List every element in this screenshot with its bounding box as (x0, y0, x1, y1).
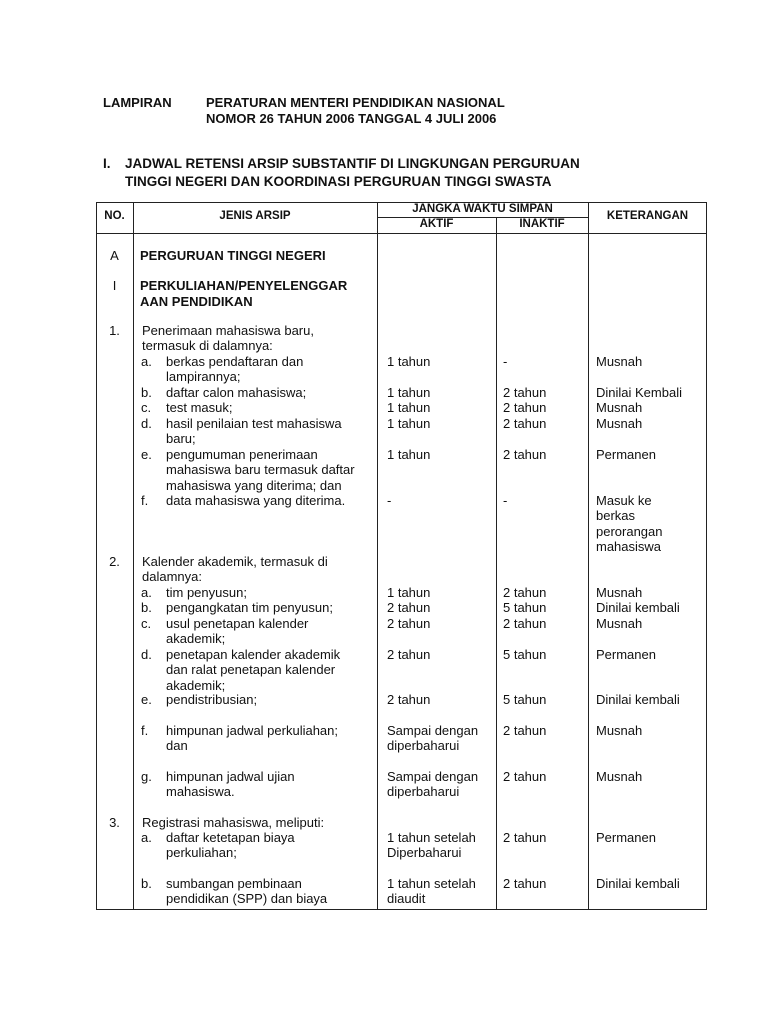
jenis-arsip-text: akademik; (166, 631, 226, 647)
jenis-arsip-text: daftar calon mahasiswa; (166, 385, 307, 400)
header-aktif: AKTIF (419, 218, 454, 230)
col-divider-no (133, 202, 134, 910)
inaktif-value: 2 tahun (503, 385, 547, 400)
jenis-arsip-text: daftar ketetapan biaya (166, 830, 295, 845)
header-bottom-divider (96, 233, 707, 234)
inaktif-value: 5 tahun (503, 647, 547, 662)
jenis-arsip-text: dan (166, 738, 188, 754)
aktif-value: 2 tahun (387, 692, 431, 707)
col-divider-jenis (377, 202, 378, 910)
section-number: I. (103, 156, 111, 171)
aktif-value: Diperbaharui (387, 845, 462, 861)
col-divider-aktif (496, 217, 497, 910)
item-letter: a. (141, 585, 152, 600)
table-border-right (706, 202, 707, 910)
aktif-value: 1 tahun setelah (387, 876, 476, 891)
retention-table (96, 202, 707, 910)
regulation-number-date: NOMOR 26 TAHUN 2006 TANGGAL 4 JULI 2006 (206, 111, 497, 126)
table-border-bottom (96, 909, 707, 910)
section-title-line1: JADWAL RETENSI ARSIP SUBSTANTIF DI LINGKUNGAN PERGURUAN (125, 156, 580, 171)
jenis-arsip-text: perkuliahan; (166, 845, 237, 861)
jenis-arsip-text: PERKULIAHAN/PENYELENGGAR (140, 278, 348, 293)
jenis-arsip-text: baru; (166, 431, 196, 447)
jenis-arsip-text: mahasiswa yang diterima; dan (166, 477, 342, 493)
item-letter: f. (141, 723, 149, 738)
header-keterangan: KETERANGAN (606, 210, 689, 222)
jenis-arsip-text: pendidikan (SPP) dan biaya (166, 891, 328, 907)
aktif-value: diperbaharui (387, 784, 460, 800)
jenis-arsip-text: data mahasiswa yang diterima. (166, 493, 346, 508)
item-letter: c. (141, 400, 152, 415)
keterangan-value: mahasiswa (596, 539, 662, 555)
jenis-arsip-text: tim penyusun; (166, 585, 247, 600)
jenis-arsip-text: Kalender akademik, termasuk di (142, 554, 328, 569)
aktif-value: 2 tahun (387, 600, 431, 615)
keterangan-value: perorangan (596, 523, 663, 539)
item-letter: f. (141, 493, 149, 508)
aktif-value: 2 tahun (387, 647, 431, 662)
item-letter: a. (141, 354, 152, 369)
jenis-arsip-text: sumbangan pembinaan (166, 876, 302, 891)
row-number: A (110, 248, 119, 263)
jenis-arsip-text: pengangkatan tim penyusun; (166, 600, 333, 615)
inaktif-value: 2 tahun (503, 723, 547, 738)
item-letter: b. (141, 876, 152, 891)
jenis-arsip-text: AAN PENDIDIKAN (140, 294, 253, 309)
header-no: NO. (104, 210, 125, 222)
item-letter: g. (141, 769, 152, 784)
item-letter: b. (141, 385, 152, 400)
row-number: I (112, 278, 117, 293)
keterangan-value: Musnah (596, 769, 643, 784)
keterangan-value: Musnah (596, 585, 643, 600)
aktif-value: 1 tahun (387, 416, 431, 431)
inaktif-value: 5 tahun (503, 600, 547, 615)
jenis-arsip-text: pendistribusian; (166, 692, 258, 707)
jenis-arsip-text: test masuk; (166, 400, 233, 415)
keterangan-value: Musnah (596, 416, 643, 431)
jenis-arsip-text: akademik; (166, 677, 226, 693)
inaktif-value: 5 tahun (503, 692, 547, 707)
header-jenis-arsip: JENIS ARSIP (219, 210, 291, 222)
aktif-value: - (387, 493, 392, 508)
jenis-arsip-text: himpunan jadwal ujian (166, 769, 295, 784)
item-letter: d. (141, 647, 152, 662)
aktif-value: Sampai dengan (387, 769, 479, 784)
inaktif-value: 2 tahun (503, 616, 547, 631)
keterangan-value: Musnah (596, 616, 643, 631)
jenis-arsip-text: lampirannya; (166, 369, 241, 385)
jenis-arsip-text: termasuk di dalamnya: (142, 338, 273, 354)
item-letter: a. (141, 830, 152, 845)
jenis-arsip-text: mahasiswa baru termasuk daftar (166, 462, 355, 478)
keterangan-value: berkas (596, 508, 636, 524)
jenis-arsip-text: pengumuman penerimaan (166, 447, 318, 462)
section-title-line2: TINGGI NEGERI DAN KOORDINASI PERGURUAN TINGGI SWASTA (125, 174, 552, 189)
keterangan-value: Musnah (596, 400, 643, 415)
jenis-arsip-text: PERGURUAN TINGGI NEGERI (140, 248, 326, 263)
inaktif-value: 2 tahun (503, 830, 547, 845)
aktif-value: 1 tahun (387, 400, 431, 415)
inaktif-value: 2 tahun (503, 769, 547, 784)
jenis-arsip-text: berkas pendaftaran dan (166, 354, 304, 369)
inaktif-value: 2 tahun (503, 400, 547, 415)
lampiran-label: LAMPIRAN (103, 95, 172, 110)
keterangan-value: Dinilai kembali (596, 600, 680, 615)
jenis-arsip-text: himpunan jadwal perkuliahan; (166, 723, 339, 738)
inaktif-value: 2 tahun (503, 585, 547, 600)
item-letter: e. (141, 692, 152, 707)
keterangan-value: Dinilai kembali (596, 876, 680, 891)
keterangan-value: Dinilai Kembali (596, 385, 682, 400)
keterangan-value: Masuk ke (596, 493, 652, 508)
row-number: 3. (109, 815, 120, 830)
aktif-value: diperbaharui (387, 738, 460, 754)
jenis-arsip-text: dan ralat penetapan kalender (166, 662, 336, 678)
item-letter: c. (141, 616, 152, 631)
jenis-arsip-text: penetapan kalender akademik (166, 647, 341, 662)
keterangan-value: Permanen (596, 647, 656, 662)
jenis-arsip-text: Registrasi mahasiswa, meliputi: (142, 815, 325, 830)
item-letter: d. (141, 416, 152, 431)
aktif-value: 1 tahun (387, 447, 431, 462)
header-inaktif: INAKTIF (519, 218, 565, 230)
inaktif-value: - (503, 354, 508, 369)
row-number: 1. (109, 323, 120, 338)
aktif-value: Sampai dengan (387, 723, 479, 738)
header-jangka-waktu: JANGKA WAKTU SIMPAN (412, 203, 553, 215)
keterangan-value: Musnah (596, 723, 643, 738)
inaktif-value: 2 tahun (503, 416, 547, 431)
aktif-value: 1 tahun (387, 585, 431, 600)
keterangan-value: Dinilai kembali (596, 692, 680, 707)
jenis-arsip-text: usul penetapan kalender (166, 616, 309, 631)
regulation-title: PERATURAN MENTERI PENDIDIKAN NASIONAL (206, 95, 505, 110)
inaktif-value: 2 tahun (503, 447, 547, 462)
keterangan-value: Musnah (596, 354, 643, 369)
jenis-arsip-text: dalamnya: (142, 569, 202, 585)
inaktif-value: 2 tahun (503, 876, 547, 891)
aktif-value: diaudit (387, 891, 426, 907)
row-number: 2. (109, 554, 120, 569)
item-letter: b. (141, 600, 152, 615)
jenis-arsip-text: hasil penilaian test mahasiswa (166, 416, 342, 431)
col-divider-inaktif (588, 202, 589, 910)
jenis-arsip-text: mahasiswa. (166, 784, 235, 800)
inaktif-value: - (503, 493, 508, 508)
item-letter: e. (141, 447, 152, 462)
jenis-arsip-text: Penerimaan mahasiswa baru, (142, 323, 314, 338)
aktif-value: 1 tahun (387, 354, 431, 369)
keterangan-value: Permanen (596, 830, 656, 845)
keterangan-value: Permanen (596, 447, 656, 462)
aktif-value: 1 tahun (387, 385, 431, 400)
aktif-value: 2 tahun (387, 616, 431, 631)
aktif-value: 1 tahun setelah (387, 830, 476, 845)
